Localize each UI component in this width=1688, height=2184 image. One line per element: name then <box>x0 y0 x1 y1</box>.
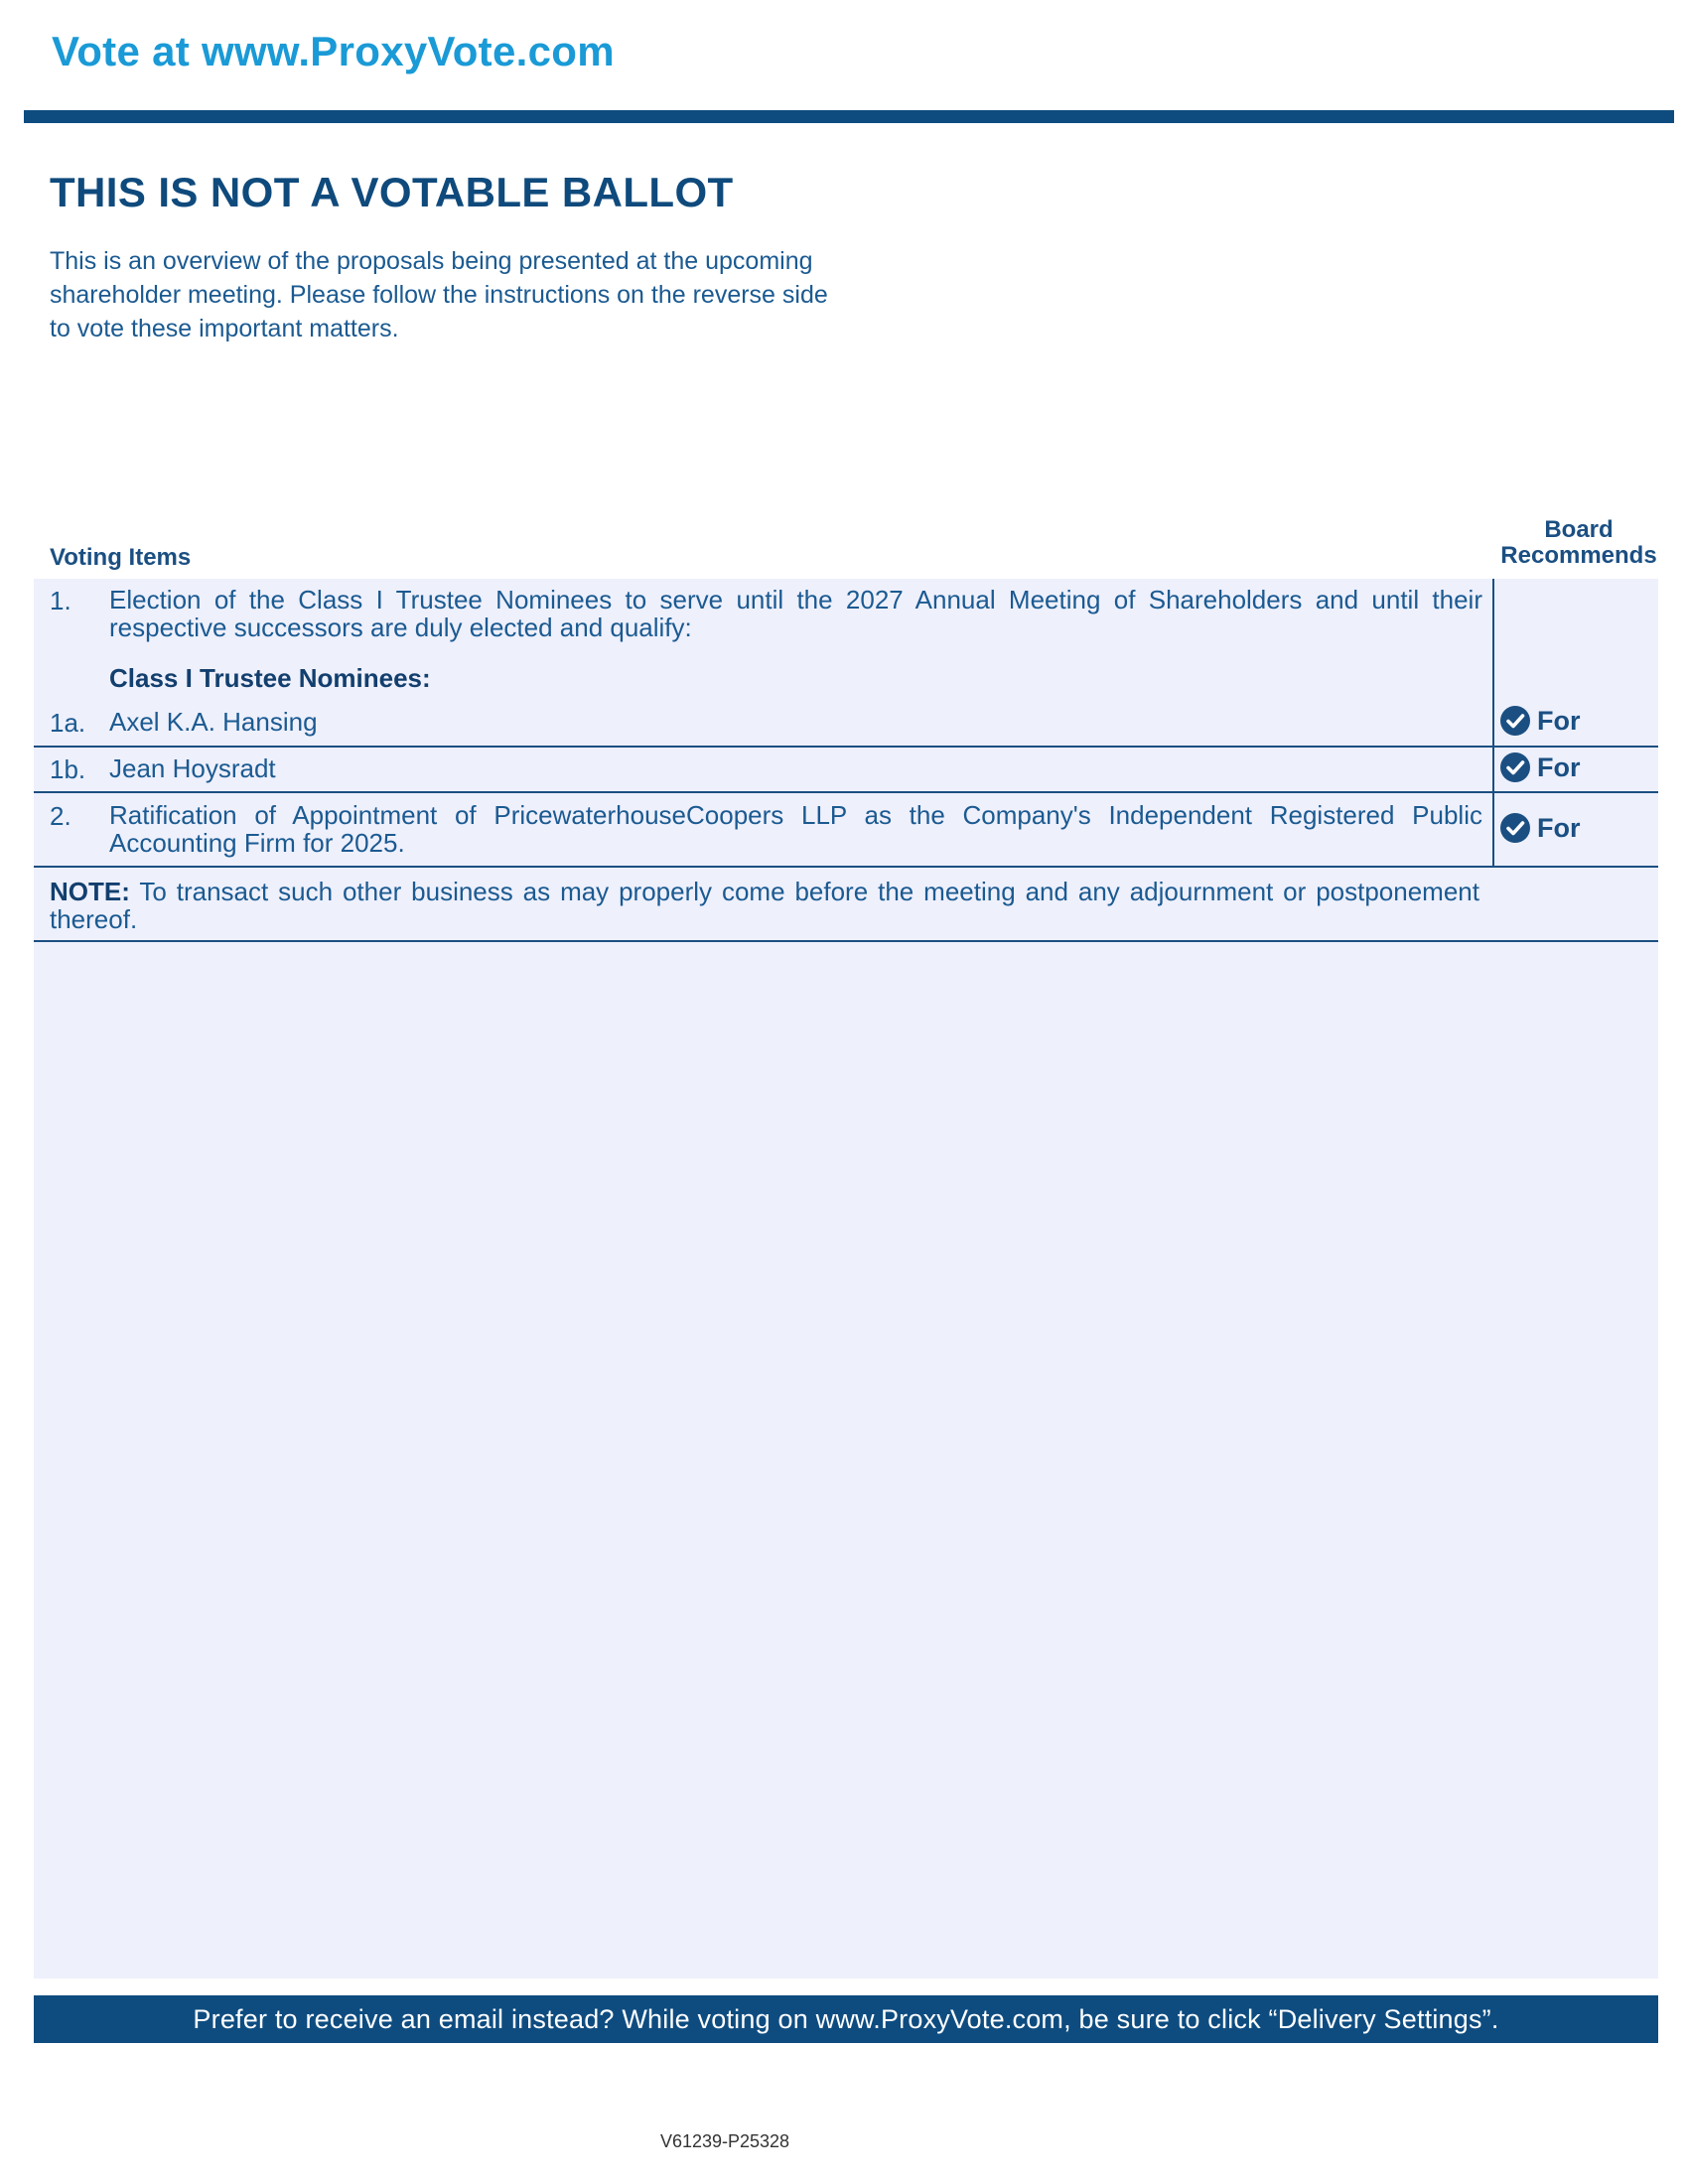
nominees-subheading: Class I Trustee Nominees: <box>109 663 431 693</box>
vote-at-link[interactable]: Vote at www.ProxyVote.com <box>52 28 615 74</box>
document-code: V61239-P25328 <box>659 2131 790 2151</box>
check-circle-icon <box>1499 705 1531 737</box>
item-text: Ratification of Appointment of PricewaterhouseCoopers LLP as the Company's Independent Registered Public Accounting Firm for 2025. <box>109 800 1482 858</box>
check-circle-icon <box>1499 751 1531 783</box>
item-number: 1b. <box>50 754 86 784</box>
check-circle-icon <box>1499 812 1531 844</box>
item-text: Election of the Class I Trustee Nominees to serve until the 2027 Annual Meeting of Shareholders and until their respective successors are duly elected and qualify: <box>109 585 1482 642</box>
item-number: 1. <box>50 586 71 615</box>
recommendation <box>1499 812 1581 844</box>
recommendation <box>1499 705 1581 737</box>
row-divider <box>34 791 1658 793</box>
recommendation-label: For <box>1537 812 1581 843</box>
row-divider <box>34 866 1658 868</box>
intro-text: This is an overview of the proposals being presented at the upcoming shareholder meeting. Please follow the instructions on the reverse side to vote these important matters. <box>50 247 828 342</box>
board-recommends-header: Board Recommends <box>1500 516 1657 569</box>
recommendation-label: For <box>1537 751 1581 782</box>
item-number: 2. <box>50 801 71 831</box>
note <box>50 878 1479 933</box>
note-text: To transact such other business as may properly come before the meeting and any adjournment or postponement thereof. <box>50 877 1479 934</box>
nominee-name: Jean Hoysradt <box>109 753 276 783</box>
nominee-name: Axel K.A. Hansing <box>109 707 318 737</box>
voting-items-header: Voting Items <box>50 544 192 571</box>
top-divider <box>24 110 1674 123</box>
recommendation-label: For <box>1537 705 1581 736</box>
delivery-settings-banner: Prefer to receive an email instead? While voting on www.ProxyVote.com, be sure to click “Delivery Settings”. <box>34 1995 1658 2043</box>
voting-items-panel <box>34 579 1658 1979</box>
recommendation <box>1499 751 1581 783</box>
row-divider <box>34 746 1658 748</box>
column-divider <box>1492 579 1494 868</box>
page-title: THIS IS NOT A VOTABLE BALLOT <box>50 169 734 215</box>
note-label: NOTE: <box>50 877 130 906</box>
note-divider <box>34 940 1658 942</box>
item-number: 1a. <box>50 708 86 738</box>
